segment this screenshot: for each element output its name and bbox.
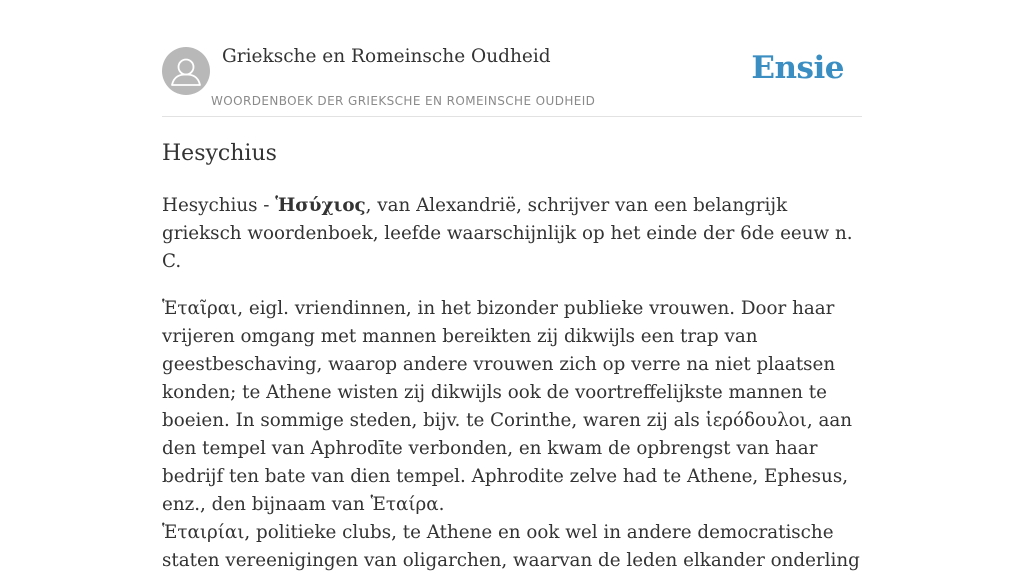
entry-intro-suffix: , van Alexandrië, schrijver van een belangrijk grieksch woordenboek, leefde waarschijnlijk op het einde der 6de eeuw n. C. [162,195,853,272]
entry-greek-term: Ἡσύχιος [275,195,366,216]
entry-title: Hesychius [162,141,277,166]
paragraph-hetairai: Ἑταῖραι, eigl. vriendinnen, in het bizonder publieke vrouwen. Door haar vrijeren omgang met mannen bereikten zij dikwijls een trap van geestbeschaving, waarop andere vrouwen zich op verre na niet plaatsen konden; te Athene wisten zij dikwijls ook de voortreffelijkste mannen te boeien. In sommige steden, bijv. te Corinthe, waren zij als ἱερόδουλοι, aan den tempel van Aphrodīte verbonden, en kwam de opbrengst van haar bedrijf ten bate van dien tempel. Aphrodite zelve had te Athene, Ephesus, enz., den bijnaam van Ἑταίρα. [162,298,853,515]
entry-intro [162,192,864,276]
dictionary-subtitle: WOORDENBOEK DER GRIEKSCHE EN ROMEINSCHE OUDHEID [211,94,596,108]
dictionary-title-link[interactable]: Grieksche en Romeinsche Oudheid [222,46,551,67]
paragraph-hetairiai: Ἑταιρίαι, politieke clubs, te Athene en ook wel in andere democratische staten vereenigingen van oligarchen, waarvan de leden elkander onderling [162,522,860,571]
entry-content [162,138,864,575]
avatar[interactable] [162,47,210,95]
brand-logo[interactable]: Ensie [751,50,844,86]
entry-intro-prefix: Hesychius - [162,195,276,216]
site-header [162,40,862,117]
user-silhouette-icon [162,47,210,95]
